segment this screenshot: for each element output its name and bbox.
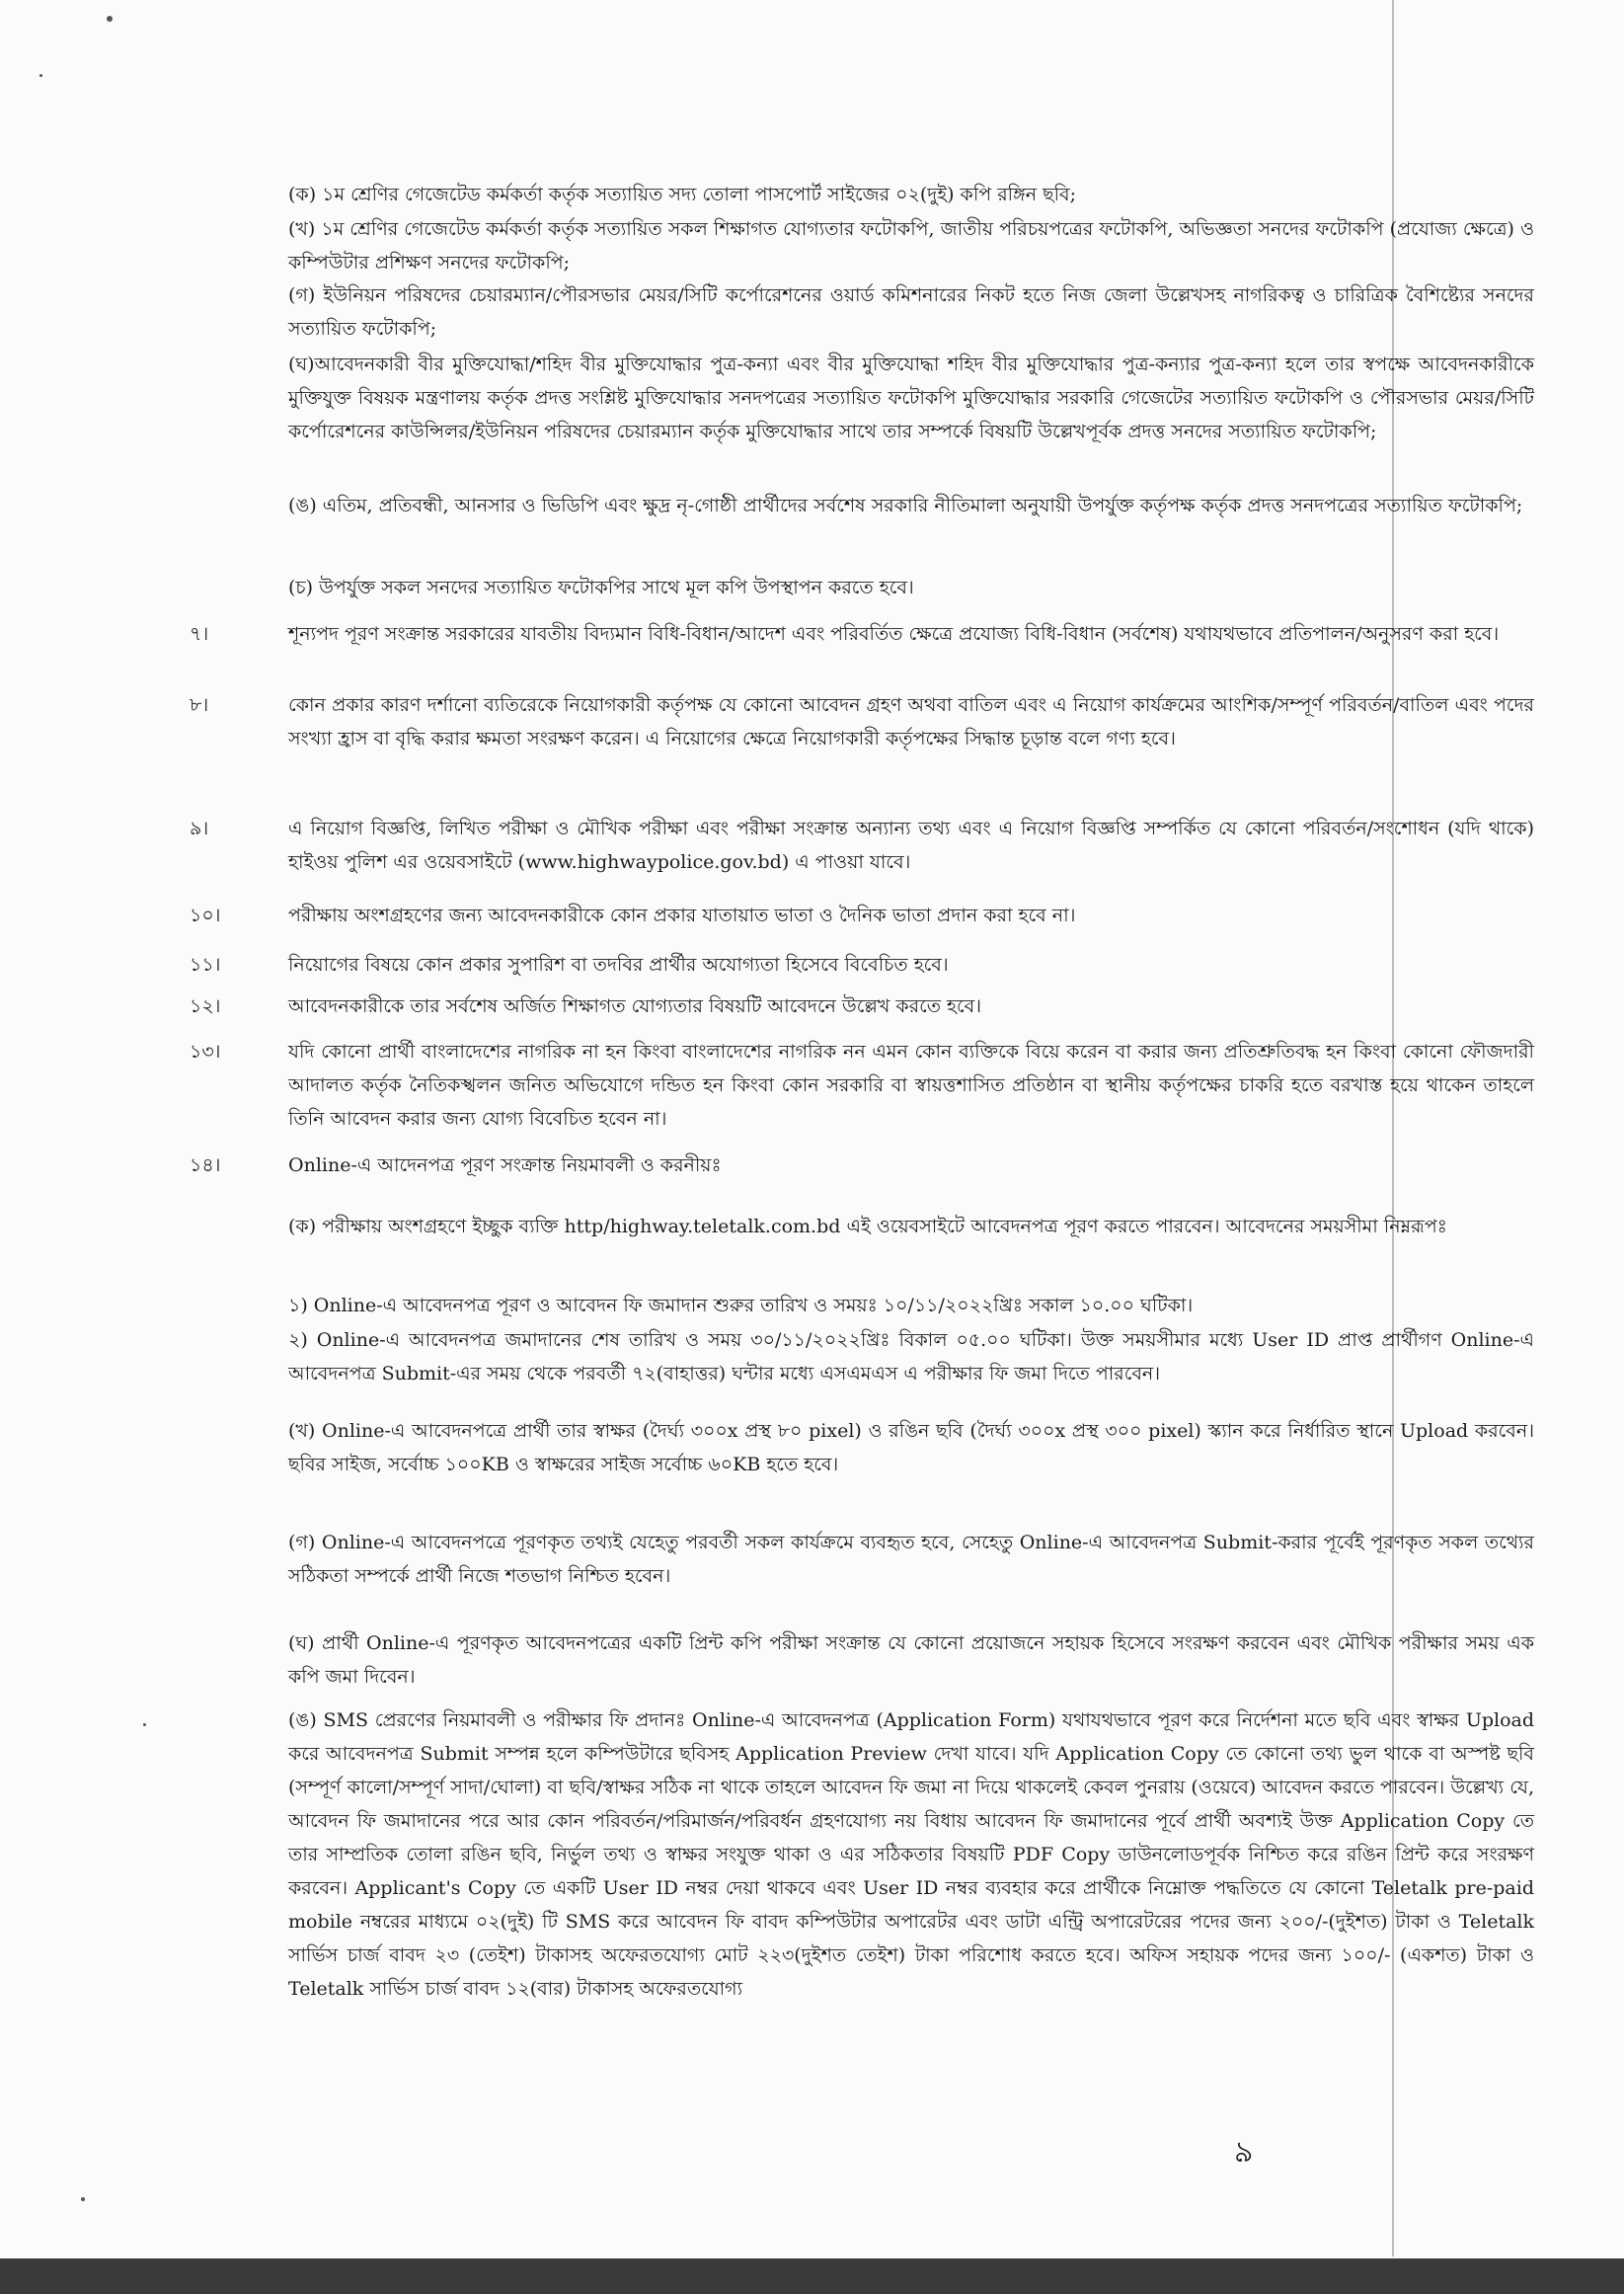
para-8: কোন প্রকার কারণ দর্শানো ব্যতিরেকে নিয়োগকারী কর্তৃপক্ষ যে কোনো আবেদন গ্রহণ অথবা বাতিল এবং এ নিয়োগ কার্যক্রমের আংশিক/সম্পূর্ণ পরিবর্তন/বাতিল এবং পদের সংখ্যা হ্রাস বা বৃদ্ধি করার ক্ষমতা সংরক্ষণ করেন। এ নিয়োগের ক্ষেত্রে নিয়োগকারী কর্তৃপক্ষের সিদ্ধান্ত চূড়ান্ত বলে গণ্য হবে। [288, 694, 1534, 750]
item-number: ৭। [190, 623, 209, 645]
scan-speck [143, 1723, 146, 1726]
item-number: ৯। [190, 818, 209, 839]
scan-speck [107, 16, 113, 22]
para-gha: (ঘ)আবেদনকারী বীর মুক্তিযোদ্ধা/শহিদ বীর মুক্তিযোদ্ধার পুত্র-কন্যা এবং বীর মুক্তিযোদ্ধা শহিদ বীর মুক্তিযোদ্ধার পুত্র-কন্যার পুত্র-কন্যা হলে তার স্বপক্ষে আবেদনকারীকে মুক্তিযুক্ত বিষয়ক মন্ত্রণালয় কর্তৃক প্রদত্ত সংশ্লিষ্ট মুক্তিযোদ্ধার সনদপত্রের সত্যায়িত ফটোকপি মুক্তিযোদ্ধার সরকারি গেজেটের সত্যায়িত ফটোকপি ও পৌরসভার মেয়র/সিটি কর্পোরেশনের কাউন্সিলর/ইউনিয়ন পরিষদের চেয়ারম্যান কর্তৃক মুক্তিযোদ্ধার সাথে তার সম্পর্কে বিষয়টি উল্লেখপূর্বক প্রদত্ত সনদের সত্যায়িত ফটোকপি; [288, 354, 1534, 442]
para-13: যদি কোনো প্রার্থী বাংলাদেশের নাগরিক না হন কিংবা বাংলাদেশের নাগরিক নন এমন কোন ব্যক্তিকে বিয়ে করেন বা করার জন্য প্রতিশ্রুতিবদ্ধ হন কিংবা কোনো ফৌজদারী আদালত কর্তৃক নৈতিকস্খলন জনিত অভিযোগে দন্ডিত হন কিংবা কোন সরকারি বা স্বায়ত্তশাসিত প্রতিষ্ঠান বা স্থানীয় কর্তৃপক্ষের চাকরি হতে বরখাস্ত হয়ে থাকেন তাহলে তিনি আবেদন করার জন্য যোগ্য বিবেচিত হবেন না। [288, 1041, 1534, 1130]
item-number: ১৪। [190, 1154, 221, 1176]
item-number: ১২। [190, 995, 221, 1017]
para-14-1: ১) Online-এ আবেদনপত্র পূরণ ও আবেদন ফি জমাদান শুরুর তারিখ ও সময়ঃ ১০/১১/২০২২খ্রিঃ সকাল ১০.০০ ঘটিকা। [288, 1295, 1194, 1316]
item-number: ১০। [190, 905, 221, 926]
para-7: শূন্যপদ পূরণ সংক্রান্ত সরকারের যাবতীয় বিদ্যমান বিধি-বিধান/আদেশ এবং পরিবর্তিত ক্ষেত্রে প্রযোজ্য বিধি-বিধান (সর্বশেষ) যথাযথভাবে প্রতিপালন/অনুসরণ করা হবে। [288, 623, 1500, 645]
para-umo: (ঙ) এতিম, প্রতিবন্ধী, আনসার ও ভিডিপি এবং ক্ষুদ্র নৃ-গোষ্ঠী প্রার্থীদের সর্বশেষ সরকারি নীতিমালা অনুযায়ী উপর্যুক্ত কর্তৃপক্ষ কর্তৃক প্রদত্ত সনদপত্রের সত্যায়িত ফটোকপি; [288, 495, 1523, 516]
para-14-ka: (ক) পরীক্ষায় অংশগ্রহণে ইচ্ছুক ব্যক্তি http/highway.teletalk.com.bd এই ওয়েবসাইটে আবেদনপত্র পূরণ করতে পারবেন। আবেদনের সময়সীমা নিম্নরূপঃ [288, 1216, 1447, 1237]
item-number: ১৩। [190, 1041, 221, 1063]
para-11: নিয়োগের বিষয়ে কোন প্রকার সুপারিশ বা তদবির প্রার্থীর অযোগ্যতা হিসেবে বিবেচিত হবে। [288, 954, 949, 976]
scan-speck [81, 2197, 85, 2201]
item-number: ৮। [190, 694, 209, 716]
para-14-ga: (গ) Online-এ আবেদনপত্রে পূরণকৃত তথ্যই যেহেতু পরবর্তী সকল কার্যক্রমে ব্যবহৃত হবে, সেহেতু Online-এ আবেদনপত্র Submit-করার পূর্বেই পূরণকৃত সকল তথ্যের সঠিকতা সম্পর্কে প্রার্থী নিজে শতভাগ নিশ্চিত হবেন। [288, 1532, 1534, 1587]
para-14-kha: (খ) Online-এ আবেদনপত্রে প্রার্থী তার স্বাক্ষর (দৈর্ঘ্য ৩০০x প্রস্থ ৮০ pixel) ও রঙিন ছবি (দৈর্ঘ্য ৩০০x প্রস্থ ৩০০ pixel) স্ক্যান করে নির্ধারিত স্থানে Upload করবেন। ছবির সাইজ, সর্বোচ্চ ১০০KB ও স্বাক্ষরের সাইজ সর্বোচ্চ ৬০KB হতে হবে। [288, 1420, 1534, 1475]
para-14-gha: (ঘ) প্রার্থী Online-এ পূরণকৃত আবেদনপত্রের একটি প্রিন্ট কপি পরীক্ষা সংক্রান্ত যে কোনো প্রয়োজনে সহায়ক হিসেবে সংরক্ষণ করবেন এবং মৌখিক পরীক্ষার সময় এক কপি জমা দিবেন। [288, 1632, 1534, 1688]
para-9: এ নিয়োগ বিজ্ঞপ্তি, লিখিত পরীক্ষা ও মৌখিক পরীক্ষা এবং পরীক্ষা সংক্রান্ত অন্যান্য তথ্য এবং এ নিয়োগ বিজ্ঞপ্তি সম্পর্কিত যে কোনো পরিবর্তন/সংশোধন (যদি থাকে) হাইওয় পুলিশ এর ওয়েবসাইটে (www.highwaypolice.gov.bd) এ পাওয়া যাবে। [288, 818, 1534, 873]
page-number: ৯ [1234, 2135, 1254, 2170]
para-10: পরীক্ষায় অংশগ্রহণের জন্য আবেদনকারীকে কোন প্রকার যাতায়াত ভাতা ও দৈনিক ভাতা প্রদান করা হবে না। [288, 905, 1076, 926]
para-cha: (চ) উপর্যুক্ত সকল সনদের সত্যায়িত ফটোকপির সাথে মূল কপি উপস্থাপন করতে হবে। [288, 577, 914, 598]
para-ga: (গ) ইউনিয়ন পরিষদের চেয়ারম্যান/পৌরসভার মেয়র/সিটি কর্পোরেশনের ওয়ার্ড কমিশনারের নিকট হতে নিজ জেলা উল্লেখসহ নাগরিকত্ব ও চারিত্রিক বৈশিষ্ট্যের সনদের সত্যায়িত ফটোকপি; [288, 284, 1534, 340]
para-kha: (খ) ১ম শ্রেণির গেজেটেড কর্মকর্তা কর্তৃক সত্যায়িত সকল শিক্ষাগত যোগ্যতার ফটোকপি, জাতীয় পরিচয়পত্রের ফটোকপি, অভিজ্ঞতা সনদের ফটোকপি (প্রযোজ্য ক্ষেত্রে) ও কম্পিউটার প্রশিক্ষণ সনদের ফটোকপি; [288, 218, 1534, 274]
item-number: ১১। [190, 954, 221, 976]
para-14-2: ২) Online-এ আবেদনপত্র জমাদানের শেষ তারিখ ও সময় ৩০/১১/২০২২খ্রিঃ বিকাল ০৫.০০ ঘটিকা। উক্ত সময়সীমার মধ্যে User ID প্রাপ্ত প্রার্থীগণ Online-এ আবেদনপত্র Submit-এর সময় থেকে পরবর্তী ৭২(বাহাত্তর) ঘন্টার মধ্যে এসএমএস এ পরীক্ষার ফি জমা দিতে পারবেন। [288, 1329, 1534, 1384]
para-12: আবেদনকারীকে তার সর্বশেষ অর্জিত শিক্ষাগত যোগ্যতার বিষয়টি আবেদনে উল্লেখ করতে হবে। [288, 995, 982, 1017]
para-14-umo: (ঙ) SMS প্রেরণের নিয়মাবলী ও পরীক্ষার ফি প্রদানঃ Online-এ আবেদনপত্র (Application Form) যথাযথভাবে পূরণ করে নির্দেশনা মতে ছবি এবং স্বাক্ষর Upload করে আবেদনপত্র Submit সম্পন্ন হলে কম্পিউটারে ছবিসহ Application Preview দেখা যাবে। যদি Application Copy তে কোনো তথ্য ভুল থাকে বা অস্পষ্ট ছবি (সম্পূর্ণ কালো/সম্পূর্ণ সাদা/ঘোলা) বা ছবি/স্বাক্ষর সঠিক না থাকে তাহলে আবেদন ফি জমা না দিয়ে থাকলেই কেবল পুনরায় (ওয়েবে) আবেদন করতে পারবেন। উল্লেখ্য যে, আবেদন ফি জমাদানের পরে আর কোন পরিবর্তন/পরিমার্জন/পরিবর্ধন গ্রহণযোগ্য নয় বিধায় আবেদন ফি জমাদানের পূর্বে প্রার্থী অবশ্যই উক্ত Application Copy তে তার সাম্প্রতিক তোলা রঙিন ছবি, নির্ভুল তথ্য ও স্বাক্ষর সংযুক্ত থাকা ও এর সঠিকতার বিষয়টি PDF Copy ডাউনলোডপূর্বক নিশ্চিত করে রঙিন প্রিন্ট করে সংরক্ষণ করবেন। Applicant's Copy তে একটি User ID নম্বর দেয়া থাকবে এবং User ID নম্বর ব্যবহার করে প্রার্থীকে নিম্নোক্ত পদ্ধতিতে যে কোনো Teletalk pre-paid mobile নম্বরের মাধ্যমে ০২(দুই) টি SMS করে আবেদন ফি বাবদ কম্পিউটার অপারেটর এবং ডাটা এন্ট্রি অপারেটরের পদের জন্য ২০০/-(দুইশত) টাকা ও Teletalk সার্ভিস চার্জ বাবদ ২৩ (তেইশ) টাকাসহ অফেরতযোগ্য মোট ২২৩(দুইশত তেইশ) টাকা পরিশোধ করতে হবে। অফিস সহায়ক পদের জন্য ১০০/- (একশত) টাকা ও Teletalk সার্ভিস চার্জ বাবদ ১২(বার) টাকাসহ অফেরতযোগ্য [288, 1709, 1534, 2000]
para-ka: (ক) ১ম শ্রেণির গেজেটেড কর্মকর্তা কর্তৃক সত্যায়িত সদ্য তোলা পাসপোর্ট সাইজের ০২(দুই) কপি রঙ্গিন ছবি; [288, 184, 1077, 205]
scan-edge-bar [0, 2258, 1624, 2294]
scan-speck [39, 74, 42, 77]
para-14: Online-এ আদেনপত্র পূরণ সংক্রান্ত নিয়মাবলী ও করনীয়ঃ [288, 1154, 722, 1176]
